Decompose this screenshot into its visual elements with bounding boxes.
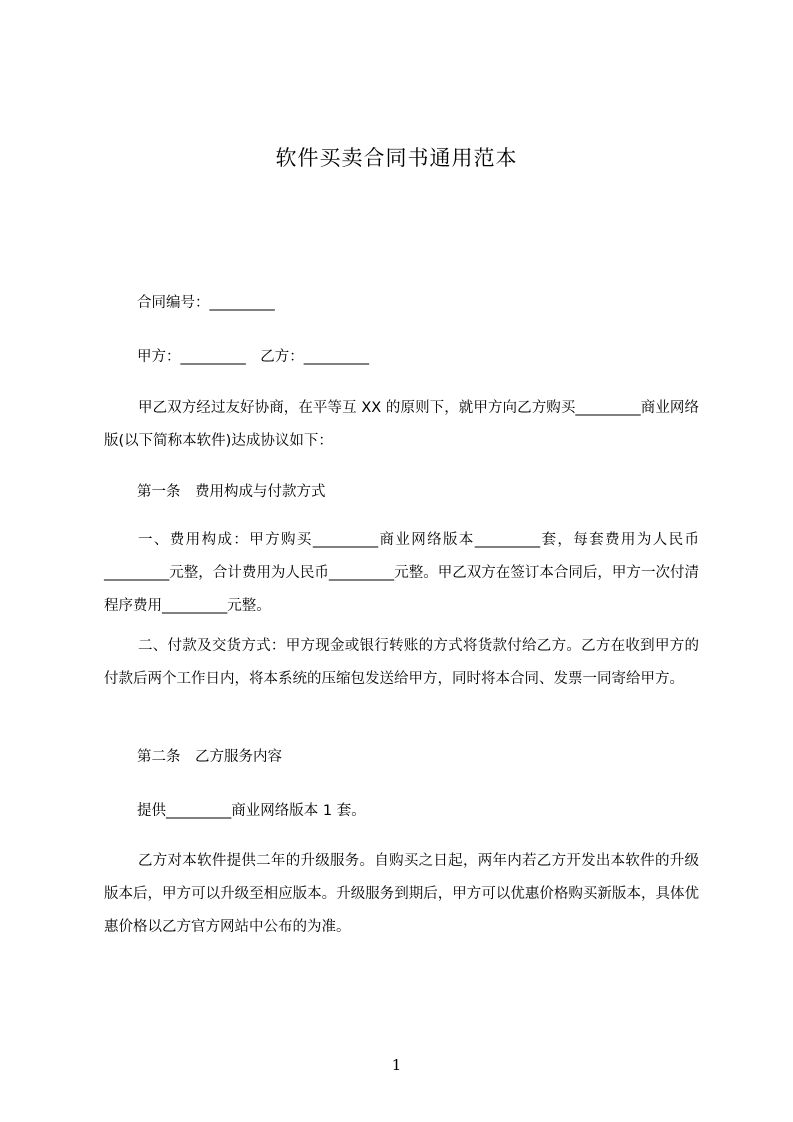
contract-number-line: 合同编号：_________ [137, 295, 275, 311]
article-2-provide-line: 提供_________商业网络版本 1 套。 [137, 803, 366, 819]
article-1-payment-paragraph: 二、付款及交货方式：甲方现金或银行转账的方式将货款付给乙方。乙方在收到甲方的付款后两个工作日内，将本系统的压缩包发送给甲方，同时将本合同、发票一同寄给甲方。 [104, 638, 699, 687]
article-1-fee-paragraph: 一、费用构成：甲方购买_________商业网络版本_________套，每套费用为人民币_________元整，合计费用为人民币_________元整。甲乙双方在签订本合同后，甲方一次付清程序费用_________元整。 [104, 532, 699, 614]
page-number: 1 [391, 1056, 402, 1074]
article-2-heading: 第二条 乙方服务内容 [137, 749, 282, 765]
parties-line: 甲方：_________ 乙方：_________ [137, 349, 369, 365]
document-title: 软件买卖合同书通用范本 [275, 146, 518, 170]
intro-paragraph: 甲乙双方经过友好协商，在平等互 XX 的原则下，就甲方向乙方购买_________商业网络版(以下简称本软件)达成协议如下： [104, 400, 699, 449]
article-2-upgrade-paragraph: 乙方对本软件提供二年的升级服务。自购买之日起，两年内若乙方开发出本软件的升级版本后，甲方可以升级至相应版本。升级服务到期后，甲方可以优惠价格购买新版本，具体优惠价格以乙方官方网站中公布的为准。 [104, 853, 699, 935]
article-1-heading: 第一条 费用构成与付款方式 [137, 484, 326, 500]
